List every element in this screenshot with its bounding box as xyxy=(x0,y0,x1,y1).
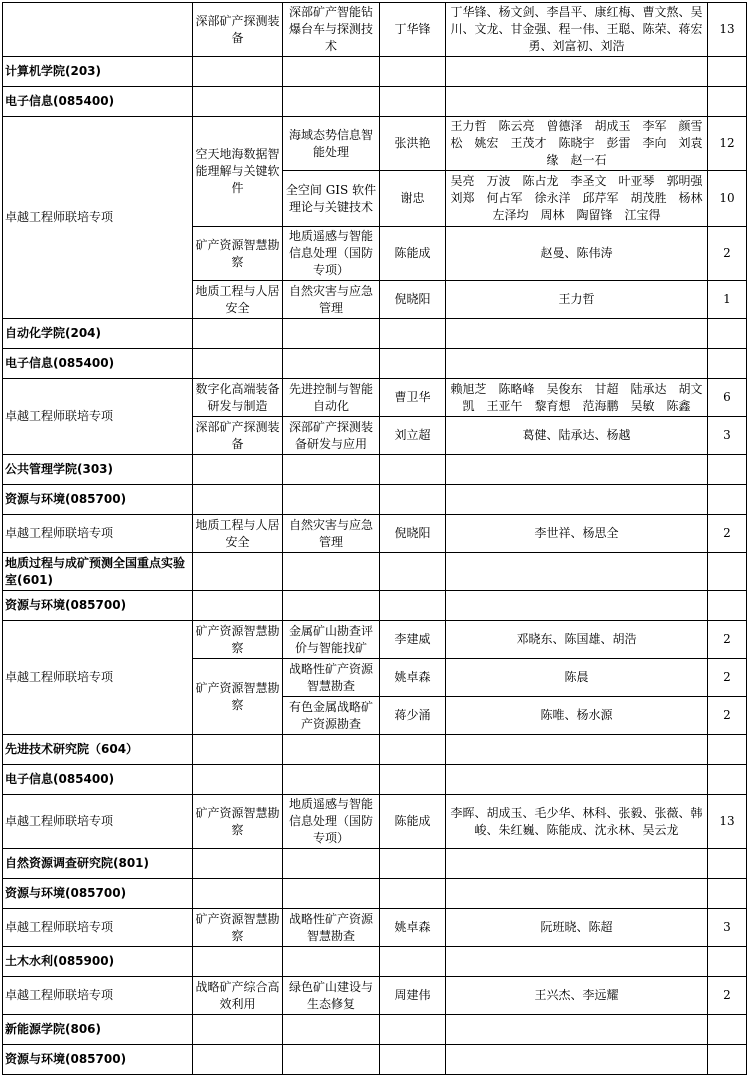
section-title: 公共管理学院(303) xyxy=(3,455,193,485)
table-row xyxy=(3,977,747,1015)
tutor-cell: 倪晓阳 xyxy=(380,515,446,553)
table-row xyxy=(3,795,747,849)
section-row xyxy=(3,947,747,977)
topic-cell: 自然灾害与应急管理 xyxy=(283,515,380,553)
section-title: 新能源学院(806) xyxy=(3,1015,193,1045)
topic-cell: 绿色矿山建设与生态修复 xyxy=(283,977,380,1015)
topic-cell: 战略性矿产资源智慧勘查 xyxy=(283,909,380,947)
topic-cell: 海域态势信息智能处理 xyxy=(283,117,380,171)
students-cell: 赖旭芝 陈略峰 吴俊东 甘超 陆承达 胡文凯 王亚午 黎育想 范海鹏 吴敏 陈鑫 xyxy=(446,379,708,417)
tutor-cell: 陈能成 xyxy=(380,227,446,281)
table-row xyxy=(3,621,747,659)
section-title: 资源与环境(085700) xyxy=(3,1045,193,1075)
section-title: 自动化学院(204) xyxy=(3,319,193,349)
count-cell: 2 xyxy=(708,697,747,735)
tutor-cell: 李建威 xyxy=(380,621,446,659)
topic-cell: 战略性矿产资源智慧勘查 xyxy=(283,659,380,697)
section-row xyxy=(3,319,747,349)
group-cell: 卓越工程师联培专项 xyxy=(3,379,193,455)
students-cell: 王力哲 陈云亮 曾德泽 胡成玉 李军 颜雪松 姚宏 王茂才 陈晓宇 彭雷 李向 刘袁缘 赵一石 xyxy=(446,117,708,171)
topic-cell: 深部矿产探测装备研发与应用 xyxy=(283,417,380,455)
direction-cell: 矿产资源智慧勘察 xyxy=(193,909,283,947)
tutor-cell: 张洪艳 xyxy=(380,117,446,171)
topic-cell: 全空间 GIS 软件理论与关键技术 xyxy=(283,171,380,227)
tutor-cell: 姚卓森 xyxy=(380,909,446,947)
section-row xyxy=(3,879,747,909)
section-title: 电子信息(085400) xyxy=(3,349,193,379)
section-title: 计算机学院(203) xyxy=(3,57,193,87)
count-cell: 1 xyxy=(708,281,747,319)
students-cell: 赵曼、陈伟涛 xyxy=(446,227,708,281)
section-row xyxy=(3,485,747,515)
table-row xyxy=(3,3,747,57)
tutor-cell: 谢忠 xyxy=(380,171,446,227)
section-row xyxy=(3,553,747,591)
section-title: 电子信息(085400) xyxy=(3,765,193,795)
section-row xyxy=(3,591,747,621)
tutor-cell: 倪晓阳 xyxy=(380,281,446,319)
section-title: 电子信息(085400) xyxy=(3,87,193,117)
section-row xyxy=(3,1045,747,1075)
direction-cell: 地质工程与人居安全 xyxy=(193,281,283,319)
students-cell: 王力哲 xyxy=(446,281,708,319)
direction-cell: 矿产资源智慧勘察 xyxy=(193,659,283,735)
group-cell xyxy=(3,3,193,57)
section-row xyxy=(3,349,747,379)
students-cell: 丁华锋、杨文剑、李昌平、康红梅、曹文熬、吴川、文龙、甘金强、程一伟、王聪、陈荣、蒋宏勇、刘富初、刘浩 xyxy=(446,3,708,57)
students-cell: 吴亮 万波 陈占龙 李圣文 叶亚琴 郭明强 刘郑 何占军 徐永洋 邱芹军 胡茂胜 杨林 左泽均 周林 陶留锋 江宝得 xyxy=(446,171,708,227)
tutor-cell: 周建伟 xyxy=(380,977,446,1015)
section-title: 地质过程与成矿预测全国重点实验室(601) xyxy=(3,553,193,591)
direction-cell: 深部矿产探测装备 xyxy=(193,3,283,57)
enrollment-table xyxy=(2,2,747,1075)
students-cell: 葛健、陆承达、杨越 xyxy=(446,417,708,455)
students-cell: 李世祥、杨思全 xyxy=(446,515,708,553)
section-row xyxy=(3,1015,747,1045)
topic-cell: 深部矿产智能钻爆台车与探测技术 xyxy=(283,3,380,57)
section-row xyxy=(3,735,747,765)
tutor-cell: 蒋少涌 xyxy=(380,697,446,735)
count-cell: 2 xyxy=(708,515,747,553)
section-title: 资源与环境(085700) xyxy=(3,591,193,621)
group-cell: 卓越工程师联培专项 xyxy=(3,909,193,947)
count-cell: 12 xyxy=(708,117,747,171)
section-title: 土木水利(085900) xyxy=(3,947,193,977)
direction-cell: 地质工程与人居安全 xyxy=(193,515,283,553)
tutor-cell: 陈能成 xyxy=(380,795,446,849)
section-row xyxy=(3,765,747,795)
count-cell: 3 xyxy=(708,417,747,455)
table-row xyxy=(3,909,747,947)
direction-cell: 深部矿产探测装备 xyxy=(193,417,283,455)
students-cell: 阮班晓、陈超 xyxy=(446,909,708,947)
count-cell: 2 xyxy=(708,977,747,1015)
students-cell: 陈唯、杨水源 xyxy=(446,697,708,735)
section-title: 先进技术研究院（604） xyxy=(3,735,193,765)
group-cell: 卓越工程师联培专项 xyxy=(3,621,193,735)
count-cell: 3 xyxy=(708,909,747,947)
students-cell: 王兴杰、李远耀 xyxy=(446,977,708,1015)
section-title: 资源与环境(085700) xyxy=(3,485,193,515)
count-cell: 2 xyxy=(708,227,747,281)
table-row xyxy=(3,515,747,553)
count-cell: 13 xyxy=(708,795,747,849)
count-cell: 2 xyxy=(708,621,747,659)
direction-cell: 战略矿产综合高效利用 xyxy=(193,977,283,1015)
topic-cell: 地质遥感与智能信息处理（国防专项） xyxy=(283,795,380,849)
students-cell: 陈晨 xyxy=(446,659,708,697)
count-cell: 13 xyxy=(708,3,747,57)
table-row xyxy=(3,117,747,171)
section-row xyxy=(3,455,747,485)
group-cell: 卓越工程师联培专项 xyxy=(3,795,193,849)
direction-cell: 数字化高端装备研发与制造 xyxy=(193,379,283,417)
count-cell: 6 xyxy=(708,379,747,417)
section-title: 自然资源调查研究院(801) xyxy=(3,849,193,879)
students-cell: 李晖、胡成玉、毛少华、林科、张毅、张薇、韩峻、朱红巍、陈能成、沈永林、吴云龙 xyxy=(446,795,708,849)
students-cell: 邓晓东、陈国雄、胡浩 xyxy=(446,621,708,659)
tutor-cell: 丁华锋 xyxy=(380,3,446,57)
topic-cell: 地质遥感与智能信息处理（国防专项） xyxy=(283,227,380,281)
tutor-cell: 姚卓森 xyxy=(380,659,446,697)
tutor-cell: 曹卫华 xyxy=(380,379,446,417)
topic-cell: 先进控制与智能自动化 xyxy=(283,379,380,417)
count-cell: 10 xyxy=(708,171,747,227)
topic-cell: 金属矿山勘查评价与智能找矿 xyxy=(283,621,380,659)
section-row xyxy=(3,57,747,87)
topic-cell: 自然灾害与应急管理 xyxy=(283,281,380,319)
group-cell: 卓越工程师联培专项 xyxy=(3,117,193,319)
topic-cell: 有色金属战略矿产资源勘查 xyxy=(283,697,380,735)
group-cell: 卓越工程师联培专项 xyxy=(3,515,193,553)
section-row xyxy=(3,87,747,117)
section-row xyxy=(3,849,747,879)
direction-cell: 矿产资源智慧勘察 xyxy=(193,227,283,281)
direction-cell: 空天地海数据智能理解与关键软件 xyxy=(193,117,283,227)
direction-cell: 矿产资源智慧勘察 xyxy=(193,795,283,849)
section-title: 资源与环境(085700) xyxy=(3,879,193,909)
count-cell: 2 xyxy=(708,659,747,697)
table-row xyxy=(3,379,747,417)
group-cell: 卓越工程师联培专项 xyxy=(3,977,193,1015)
direction-cell: 矿产资源智慧勘察 xyxy=(193,621,283,659)
tutor-cell: 刘立超 xyxy=(380,417,446,455)
